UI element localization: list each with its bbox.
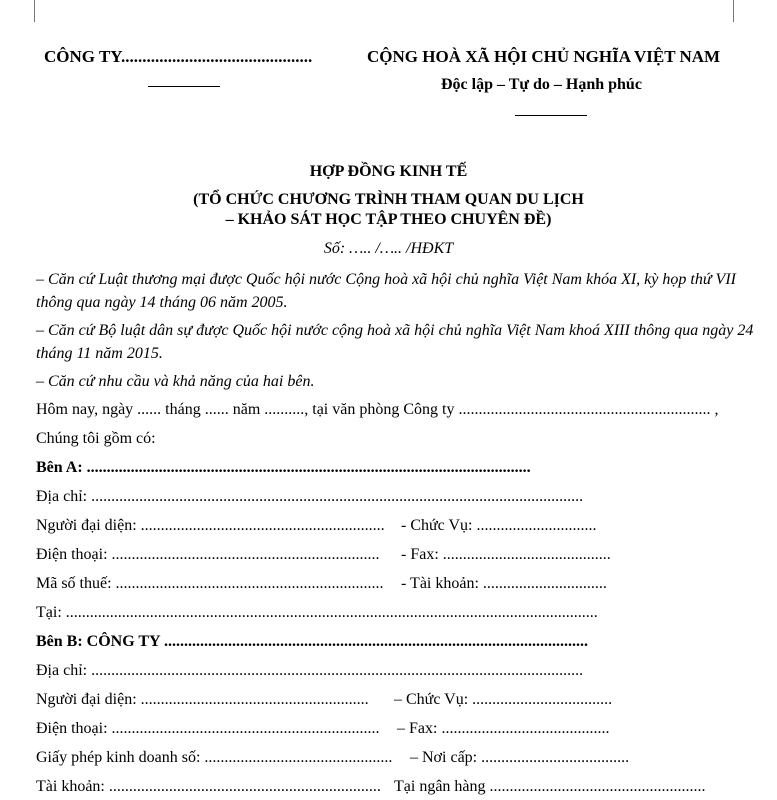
legal-basis-commercial-law: – Căn cứ Luật thương mại được Quốc hội nước Cộng hoà xã hội chủ nghĩa Việt Nam khóa XI, kỳ họp thứ VII thông qua ngày 14 tháng 06 năm 2005. [36,271,736,311]
contract-number: Số: ….. /….. /HĐKT [323,240,454,257]
party-a-representative: Người đại diện: ............................................................. [36,517,385,534]
page-corner-mark-right [733,0,734,22]
party-b-issued-by: – Nơi cấp: ..................................... [410,749,630,766]
party-a-label: Bên A: ............................................................................................................... [36,459,531,476]
parties-intro: Chúng tôi gồm có: [36,430,156,447]
party-a-fax: - Fax: .......................................... [401,546,611,563]
contract-title: HỢP ĐỒNG KINH TẾ [309,163,468,180]
party-a-address: Địa chỉ: ........................................................................................................................... [36,488,584,505]
party-b-position: – Chức Vụ: ................................... [394,691,613,708]
nation-header: CỘNG HOÀ XÃ HỘI CHỦ NGHĨA VIỆT NAM [367,47,721,66]
party-a-position: - Chức Vụ: .............................. [401,517,597,534]
date-location-line: Hôm nay, ngày ...... tháng ...... năm .........., tại văn phòng Công ty ............................................................... , [36,401,719,418]
party-b-label: Bên B: CÔNG TY .......................................................................................................... [36,633,589,650]
party-b-business-license: Giấy phép kinh doanh số: ............................................... [36,749,393,766]
party-b-fax: – Fax: .......................................... [397,720,610,737]
party-a-account: - Tài khoản: ............................... [401,575,607,592]
party-b-account: Tài khoản: .................................................................... [36,778,381,795]
company-underline [148,86,220,87]
motto: Độc lập – Tự do – Hạnh phúc [441,76,642,93]
company-name-header: CÔNG TY............................................. [44,47,313,66]
motto-underline [515,115,587,116]
contract-subtitle-1: (TỔ CHỨC CHƯƠNG TRÌNH THAM QUAN DU LỊCH [193,191,584,208]
party-b-address: Địa chỉ: ........................................................................................................................... [36,662,584,679]
party-a-at: Tại: ..................................................................................................................................... [36,604,598,621]
party-b-phone: Điện thoại: ................................................................... [36,720,380,737]
contract-subtitle-2: – KHẢO SÁT HỌC TẬP THEO CHUYÊN ĐỀ) [225,211,552,228]
page-corner-mark-left [34,0,35,22]
legal-basis-needs: – Căn cứ nhu cầu và khả năng của hai bên. [36,373,315,390]
party-b-bank: Tại ngân hàng ...................................................... [394,778,706,795]
party-a-tax-code: Mã số thuế: ................................................................... [36,575,384,592]
party-b-representative: Người đại diện: ......................................................... [36,691,369,708]
legal-basis-civil-code: – Căn cứ Bộ luật dân sự được Quốc hội nước cộng hoà xã hội chủ nghĩa Việt Nam khoá XIII thông qua ngày 24 tháng 11 năm 2015. [36,322,754,362]
party-a-phone: Điện thoại: ................................................................... [36,546,380,563]
